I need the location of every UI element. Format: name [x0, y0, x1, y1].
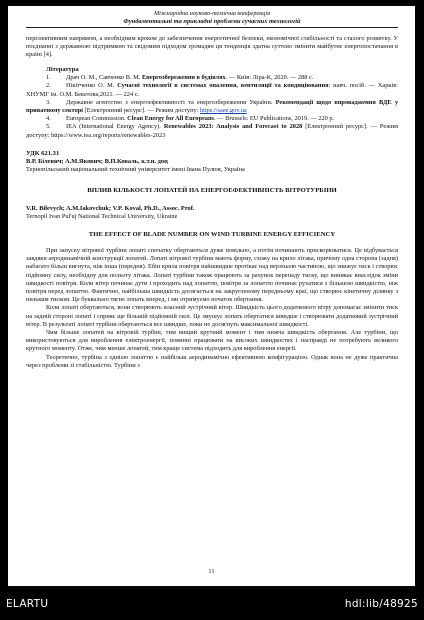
running-header	[26, 6, 398, 26]
body-paragraph-2: Коли лопаті обертаються, вони створюють власний зустрічний вітер. Швидкість цього додаткового вітру допомагає змінити тиск на задній стороні лопаті і сприяє ще більшій підйомній силі. Це змушує лопать обертатися швидше і створювати додатковий зустрічний вітер. В результаті лопаті турбіни обертаються все швидше, поки не досягнуть максимальної швидкості.	[26, 304, 398, 328]
affiliation-ua: Тернопільський національний технічний університет імені Івана Пулюя, Україна	[26, 166, 245, 174]
reference-item: 2. Нікітченко О. М. Сучасні технології в системах опалення, вентиляції та кондиціювання: навч. посіб. — Харків: ХНУМГ ім. О.М. Бекетова,2021. — 224 с.	[26, 82, 398, 98]
footer-bar	[0, 598, 424, 612]
udk-code: УДК 621.31	[26, 149, 60, 157]
conference-name: Міжнародна науково-технічна конференція	[154, 10, 270, 17]
reference-title: Рекомендації щодо впровадження ВДЕ у приватному секторі	[26, 98, 398, 114]
article-title-en: THE EFFECT OF BLADE NUMBER ON WIND TURBINE ENERGY EFFICIENCY	[88, 230, 336, 238]
repository-name: ELARTU	[6, 598, 49, 610]
reference-item: 3. Державне агентство з енергоефективності та енергозбереження України. Рекомендації щодо впровадження ВДЕ у приватному секторі [Електронний ресурс]. — Режим доступу: https://saee.gov.ua	[26, 98, 398, 114]
body-paragraph-3: Чим більше лопатей на вітровій турбіні, тим вищий крутний момент і тим нижча швидкість обертання. Але турбіни, що використовуються для вироблення електроенергії, повинні працювати на високих швидкостях і насправді не потребують великого крутного моменту. Отже, чим менше лопатей, тим краще система підходить для вироблення енергії.	[26, 328, 398, 353]
reference-item: 1. Драч О. М., Савченко В. М. Енергозбереження в будівлях. — Київ: Ліра-К, 2020. — 288 с.	[46, 74, 314, 82]
body-paragraph-1: При запуску вітрової турбіни лопаті спочатку обертаються дуже повільно, а потім починають прискорюватися. Це відбувається завдяки аеродинамічній конструкції лопатей. Лопаті вітрової турбіни мають форму, схожу на крило літака, причому одна сторона (задня) набагато більш вигнута, ніж інша (передня). Ебін крила повітря найшвидше протікає над верхньою частиною, що знижує тиск і створює підйомну силу, необхідну для польоту літака. Лопаті турбіни також працюють за рахунок перепаду тиску, що виникає внаслідок зміни швидкості повітря. Коли вітер починає дути і проходить над лопаттю, повітря за лопаттю починає рухатися з більшою швидкістю, ніж повітря перед лопаттю. Фактично, найбільша швидкість досягається на закругленому передньому краї, що створює кінетичну ділянку з низьким тиском. Це буквально тягне лопать вперед, і ми отримуємо початок обертання.	[26, 246, 398, 304]
reference-title: Clean Energy for All Europeans	[127, 115, 214, 123]
reference-item: 5. IEA (International Energy Agency). Renewables 2023: Analysis and Forecast to 2028 [Електронний ресурс]. — Режим доступу: https://www.iea.org/reports/renewables-2023	[26, 123, 398, 139]
intro-paragraph: перспективним напрямом, а необхідним кроком до забезпечення енергетичної безпеки, економічної стабільності та сталого розвитку. У поєднанні з державною підтримкою та свідомим підходом громадян ця тенденція здатна суттєво змінити майбутнє енергопостачання в країні [4].	[26, 35, 398, 59]
conference-topic: Фундаментальні та прикладні проблеми сучасних технологій	[123, 18, 301, 25]
header-divider	[26, 27, 398, 28]
affiliation-en: Ternopil Ivan Pul'uj National Technical University, Ukraine	[26, 212, 178, 220]
reference-number: 4.	[46, 115, 51, 123]
authors-en: V.R. Bilevych; A.M.Iakovchuk; V.P. Koval, Ph.D., Assoc. Prof.	[26, 204, 195, 212]
reference-number: 5.	[46, 123, 51, 131]
reference-number: 3.	[46, 98, 51, 106]
reference-title: Renewables 2023: Analysis and Forecast to 2028	[163, 123, 303, 131]
authors-ua: В.Р. Білевич; А.М.Якович; В.П.Коваль, к.т.н. доц	[26, 158, 168, 166]
references-list	[26, 74, 398, 140]
reference-number: 1.	[46, 74, 51, 82]
page-number: 11	[208, 568, 215, 575]
reference-link[interactable]: https://saee.gov.ua	[199, 106, 247, 114]
body-paragraph-4: Теоретично, турбіна з однією лопаттю є найбільш аеродинамічно ефективною конфігурацією. Однак вона не дуже практична через проблеми зі стабільністю. Турбіни з	[26, 353, 398, 369]
references-title: Література	[46, 65, 79, 73]
reference-title: Енергозбереження в будівлях	[141, 74, 226, 82]
handle-id: hdl:lib/48925	[344, 598, 418, 610]
reference-number: 2.	[46, 82, 51, 90]
article-title-ua: ВПЛИВ КІЛЬКОСТІ ЛОПАТЕЙ НА ЕНЕРГОЕФЕКТИВНІСТЬ ВІТРОТУРБІНИ	[87, 186, 337, 194]
reference-title: Сучасні технології в системах опалення, вентиляції та кондиціювання	[117, 82, 329, 90]
reference-item: 4. European Commission. Clean Energy for All Europeans. — Brussels: EU Publications, 2019. — 220 p.	[46, 115, 335, 123]
document-page	[8, 6, 415, 586]
